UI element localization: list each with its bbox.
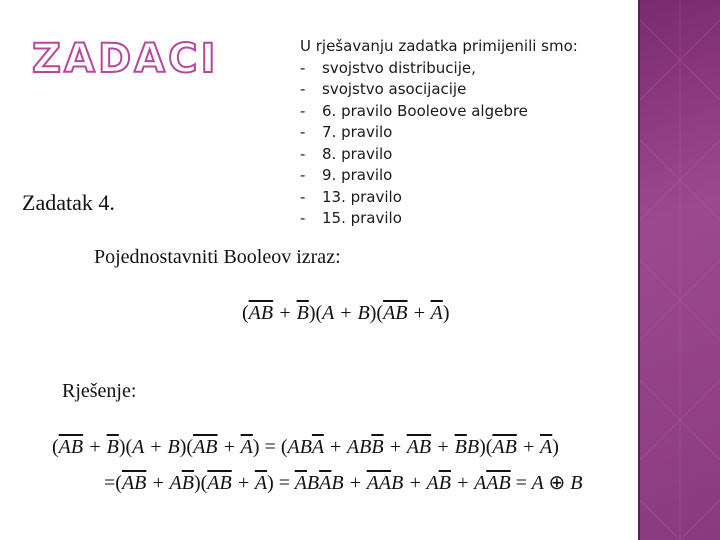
rule-item: - svojstvo asocijacije xyxy=(300,80,467,98)
solution-label: Rješenje: xyxy=(62,380,137,402)
rules-list xyxy=(300,36,578,230)
decorative-side-panel xyxy=(640,0,720,540)
task-label: Zadatak 4. xyxy=(22,190,115,215)
solution-step-2: $=(\overline{AB} + A\overline{B})(\overline{AB} + \overline{A}) = \overline{A}B\overline{A}B + \overline{A}\overline{A}B + A\overline{B} + A\overline{A}\overline{B} = A$ ⊕ B xyxy=(104,472,583,494)
rule-item: - 15. pravilo xyxy=(300,209,402,227)
solution-step-1: $(\overline{AB} + \overline{B})(A + B)(\overline{AB} + \overline{A}) = (AB\overline{A} + AB\overline{B} + \overline{AB} + \overline{B}B)(\overline{AB} + \overline{A})$ xyxy=(52,436,559,458)
boolean-expression: $(\overline{AB} + \overline{B})(A + B)(\overline{AB} + \overline{A})$ xyxy=(242,302,450,324)
rule-item: - 7. pravilo xyxy=(300,123,393,141)
rule-item: - svojstvo distribucije, xyxy=(300,58,476,77)
rule-item: - 13. pravilo xyxy=(300,187,402,206)
rule-item: - 8. pravilo xyxy=(300,144,393,163)
rule-item: - 9. pravilo xyxy=(300,166,393,184)
rule-item: - 6. pravilo Booleove algebre xyxy=(300,101,528,120)
slide-title: ZADACI xyxy=(32,36,219,82)
task-prompt: Pojednostavniti Booleov izraz: xyxy=(94,246,341,268)
rules-intro: U rješavanju zadatka primijenili smo: xyxy=(300,37,578,55)
